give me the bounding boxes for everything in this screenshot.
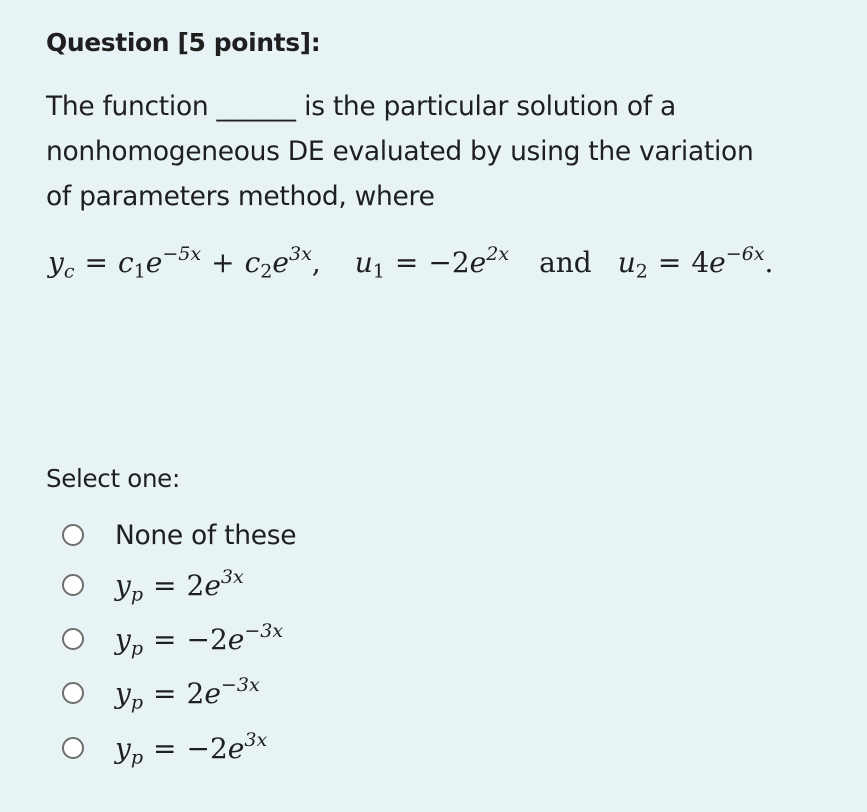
question-text-before-blank: The function: [46, 91, 209, 122]
u2-equation: $u_2 = 4e^{-6x}$.: [617, 243, 774, 283]
option-label: $y_p = 2e^{3x}$: [115, 565, 244, 606]
option-label: $y_p = -2e^{-3x}$: [115, 619, 284, 660]
option-yp-2e3x[interactable]: [62, 565, 244, 605]
radio-button[interactable]: [62, 628, 84, 650]
option-label: $y_p = -2e^{3x}$: [115, 728, 268, 769]
question-line-2: nonhomogeneous DE evaluated by using the variation: [46, 136, 754, 167]
option-none-of-these[interactable]: [62, 515, 296, 555]
option-yp-neg2e-neg3x[interactable]: [62, 619, 283, 659]
radio-button[interactable]: [62, 524, 84, 546]
select-one-prompt: Select one:: [46, 464, 180, 493]
radio-button[interactable]: [62, 737, 84, 759]
question-text-after-blank: is the particular solution of a: [304, 91, 676, 122]
radio-button[interactable]: [62, 574, 84, 596]
given-equations: [48, 243, 867, 283]
and-word: and: [539, 246, 592, 279]
question-header: Question [5 points]:: [46, 28, 321, 57]
option-yp-2e-neg3x[interactable]: [62, 673, 260, 713]
question-line-3: of parameters method, where: [46, 181, 435, 212]
question-line-1: [46, 84, 836, 129]
question-text: [46, 84, 836, 219]
option-label: None of these: [115, 519, 297, 551]
yc-equation: $y_c = c_1e^{-5x} + c_2e^{3x}$,: [48, 243, 321, 283]
u1-equation: $u_1 = -2e^{2x}$: [354, 243, 510, 283]
answer-blank: ______: [216, 91, 296, 122]
radio-button[interactable]: [62, 682, 84, 704]
option-yp-neg2e3x[interactable]: [62, 728, 267, 768]
option-label: $y_p = 2e^{-3x}$: [115, 673, 260, 714]
